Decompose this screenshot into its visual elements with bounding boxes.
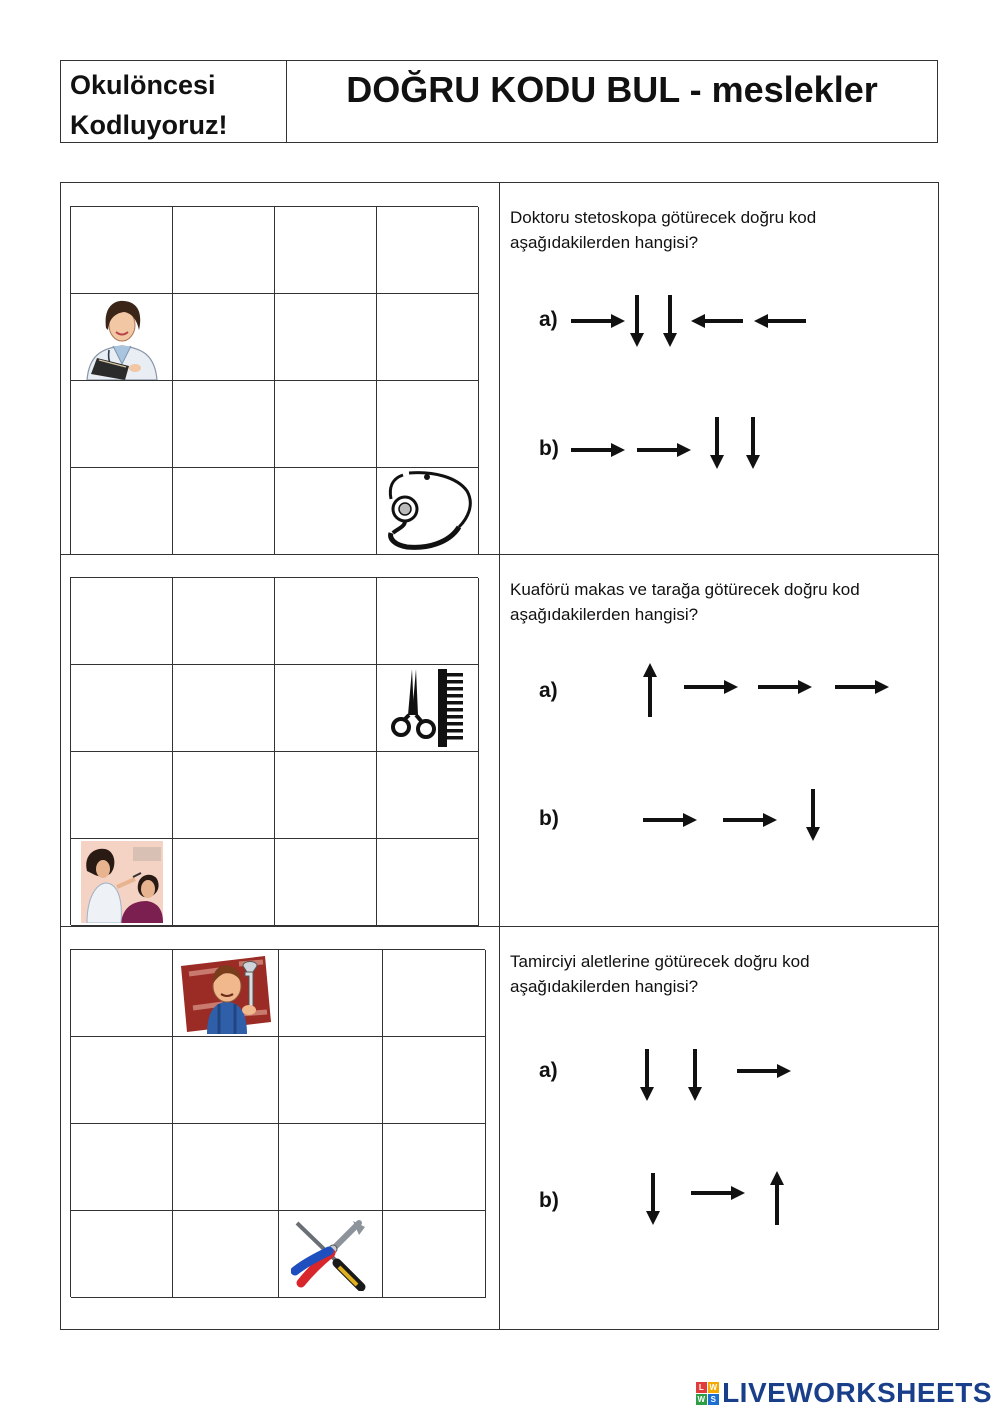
option-a-label[interactable]: a): [539, 679, 558, 702]
arrow-left-icon: [691, 314, 743, 328]
grid-cell: [71, 207, 173, 294]
grid-cell: [275, 468, 377, 555]
grid-cell: [173, 468, 275, 555]
grid-cell: [71, 468, 173, 555]
question-row-mechanic: [61, 927, 938, 1329]
question-text-doctor: [510, 205, 910, 255]
question-line: aşağıdakilerden hangisi?: [510, 233, 699, 252]
grid-cell: [275, 578, 377, 665]
page-title: DOĞRU KODU BUL - meslekler: [346, 69, 878, 110]
maze-grid-hairdresser: [70, 577, 478, 925]
grid-cell: [173, 950, 279, 1037]
grid-cell: [383, 1211, 486, 1298]
arrow-down-icon: [806, 789, 820, 841]
logo-letter: S: [708, 1394, 719, 1405]
maze-grid-doctor: [70, 206, 478, 554]
arrow-down-icon: [746, 417, 760, 469]
grid-cell: [275, 207, 377, 294]
maze-grid-mechanic: [70, 949, 485, 1297]
grid-cell: [71, 839, 173, 926]
worksheet-table: [60, 182, 939, 1330]
question-text-hairdresser: [510, 577, 910, 627]
grid-cell: [173, 578, 275, 665]
grid-cell: [275, 381, 377, 468]
grid-cell: [71, 950, 173, 1037]
grid-cell: [279, 1124, 383, 1211]
arrow-right-icon: [835, 680, 889, 694]
option-b-label[interactable]: b): [539, 807, 559, 830]
arrow-down-icon: [646, 1173, 660, 1225]
grid-cell: [275, 752, 377, 839]
option-b-arrows[interactable]: [641, 787, 841, 845]
question-line: Tamirciyi aletlerine götürecek doğru kod: [510, 952, 810, 971]
grid-cell: [279, 1211, 383, 1298]
arrow-up-icon: [643, 663, 657, 717]
grid-cell: [71, 381, 173, 468]
header-subtitle-line1: Okulöncesi: [70, 70, 216, 100]
grid-cell: [173, 752, 275, 839]
grid-cell: [377, 578, 479, 665]
arrow-down-icon: [663, 295, 677, 347]
question-line: Doktoru stetoskopa götürecek doğru kod: [510, 208, 817, 227]
grid-cell: [173, 839, 275, 926]
question-row-hairdresser: [61, 555, 938, 927]
grid-cell: [71, 1211, 173, 1298]
doctor-icon: [79, 294, 165, 380]
arrow-right-icon: [571, 314, 625, 328]
option-b-label[interactable]: b): [539, 1189, 559, 1212]
grid-cell: [383, 950, 486, 1037]
logo-letter: W: [709, 1382, 718, 1392]
arrow-right-icon: [758, 680, 812, 694]
arrow-left-icon: [754, 314, 806, 328]
option-a-label[interactable]: a): [539, 1059, 558, 1082]
option-a-arrows[interactable]: [631, 1049, 811, 1105]
grid-cell: [279, 1037, 383, 1124]
question-line: aşağıdakilerden hangisi?: [510, 977, 699, 996]
grid-cell: [71, 665, 173, 752]
arrow-right-icon: [737, 1064, 791, 1078]
option-a-arrows[interactable]: [636, 663, 906, 721]
grid-cell: [377, 665, 479, 752]
arrow-down-icon: [630, 295, 644, 347]
grid-cell: [173, 665, 275, 752]
option-b-arrows[interactable]: [571, 415, 831, 473]
arrow-right-icon: [691, 1186, 745, 1200]
grid-cell: [383, 1037, 486, 1124]
grid-cell: [71, 752, 173, 839]
arrow-up-icon: [770, 1171, 784, 1225]
arrow-down-icon: [710, 417, 724, 469]
hairdresser-icon: [81, 841, 163, 923]
brand-name: LIVEWORKSHEETS: [722, 1377, 992, 1408]
arrow-right-icon: [571, 443, 625, 457]
question-line: aşağıdakilerden hangisi?: [510, 605, 699, 624]
tools-icon: [291, 1217, 371, 1291]
arrow-down-icon: [688, 1049, 702, 1101]
header-subtitle-line2: Kodluyoruz!: [70, 110, 228, 140]
grid-cell: [279, 950, 383, 1037]
grid-cell: [377, 752, 479, 839]
grid-cell: [377, 468, 479, 555]
option-b-label[interactable]: b): [539, 437, 559, 460]
grid-cell: [71, 294, 173, 381]
header-box: [60, 60, 938, 143]
grid-cell: [383, 1124, 486, 1211]
arrow-right-icon: [643, 813, 697, 827]
stethoscope-icon: [383, 469, 473, 553]
arrow-right-icon: [723, 813, 777, 827]
logo-letter: W: [697, 1394, 706, 1404]
grid-cell: [377, 294, 479, 381]
arrow-right-icon: [637, 443, 691, 457]
grid-cell: [173, 381, 275, 468]
grid-cell: [275, 294, 377, 381]
grid-cell: [173, 207, 275, 294]
grid-cell: [377, 839, 479, 926]
header-left: [61, 61, 287, 142]
question-text-mechanic: [510, 949, 910, 999]
grid-cell: [71, 1124, 173, 1211]
arrow-down-icon: [640, 1049, 654, 1101]
grid-cell: [173, 1211, 279, 1298]
grid-cell: [71, 578, 173, 665]
arrow-right-icon: [684, 680, 738, 694]
mechanic-icon: [179, 952, 273, 1034]
grid-cell: [173, 1124, 279, 1211]
grid-cell: [377, 381, 479, 468]
logo-letter: L: [696, 1382, 707, 1393]
scissors-comb-icon: [390, 667, 466, 749]
grid-cell: [173, 294, 275, 381]
grid-cell: [71, 1037, 173, 1124]
option-a-arrows[interactable]: [571, 295, 811, 351]
option-a-label[interactable]: a): [539, 308, 558, 331]
liveworksheets-logo[interactable]: [696, 1377, 992, 1409]
grid-cell: [275, 665, 377, 752]
grid-cell: [377, 207, 479, 294]
option-b-arrows[interactable]: [631, 1171, 801, 1229]
grid-cell: [173, 1037, 279, 1124]
logo-mark-icon: [696, 1382, 719, 1405]
question-row-doctor: [61, 183, 938, 555]
grid-cell: [275, 839, 377, 926]
question-line: Kuaförü makas ve tarağa götürecek doğru kod: [510, 580, 860, 599]
